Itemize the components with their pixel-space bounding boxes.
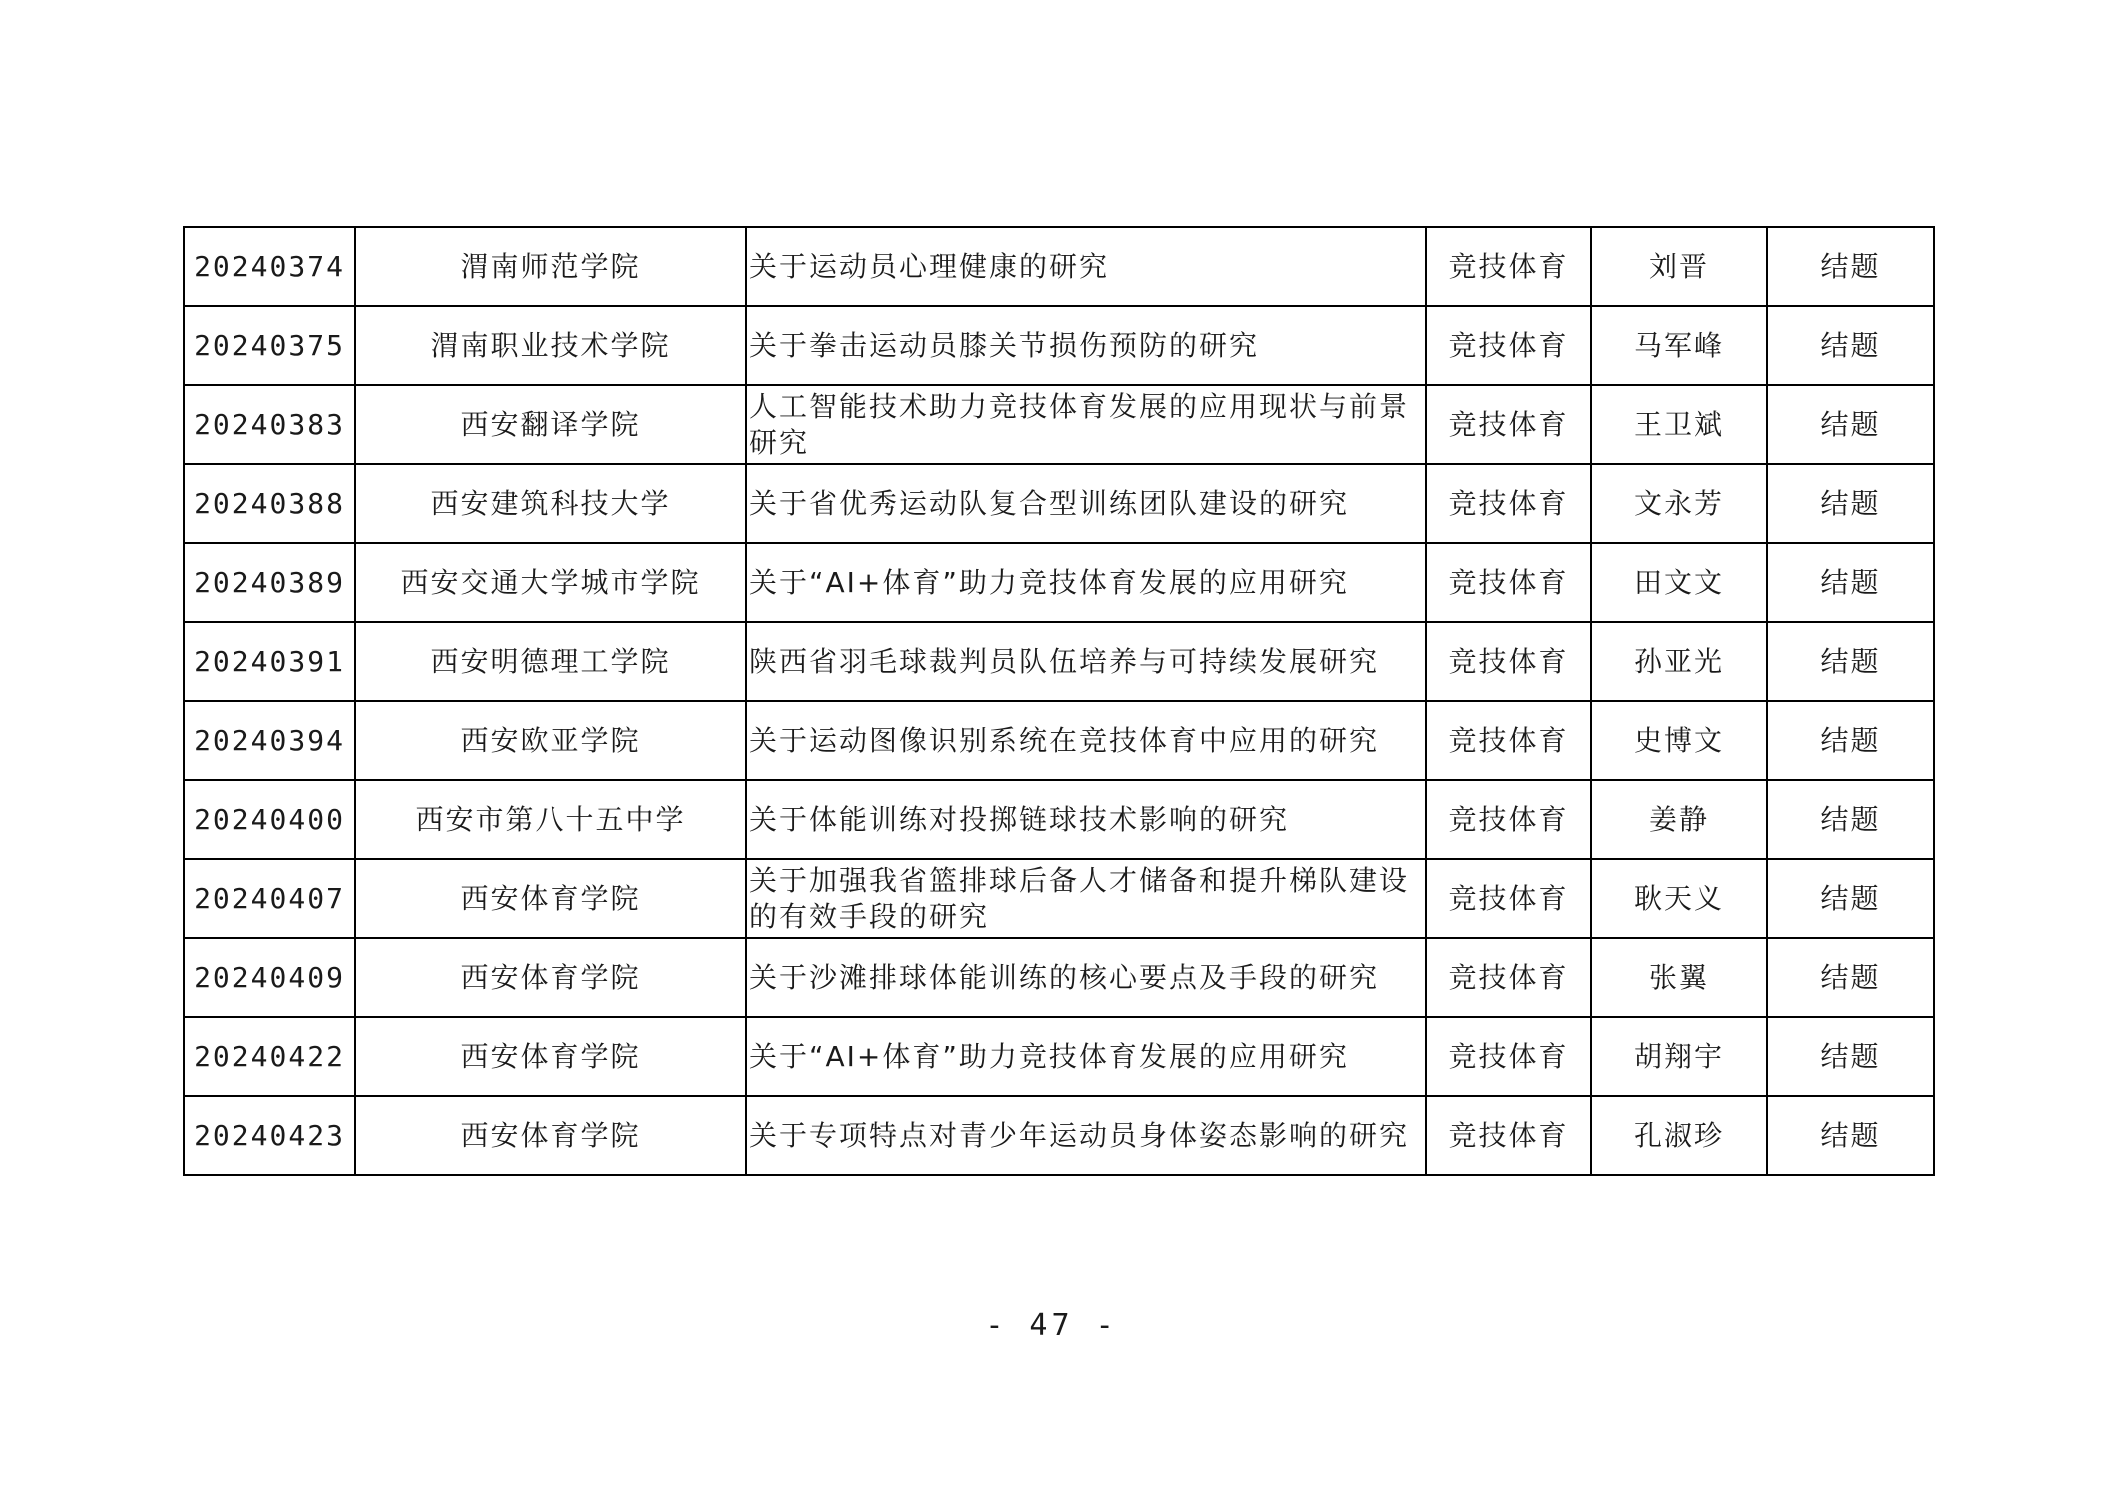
leader-cell: 孙亚光 [1591,622,1767,701]
category-cell: 竞技体育 [1426,938,1591,1017]
table-row [184,543,1934,622]
leader-cell: 田文文 [1591,543,1767,622]
unit-cell: 西安欧亚学院 [355,701,746,780]
table-row [184,701,1934,780]
table-row [184,1017,1934,1096]
unit-cell: 西安建筑科技大学 [355,464,746,543]
project-id-cell: 20240400 [184,780,355,859]
page-number: - 47 - [985,1308,1118,1343]
title-cell: 关于运动图像识别系统在竞技体育中应用的研究 [746,701,1426,780]
category-cell: 竞技体育 [1426,227,1591,306]
status-cell: 结题 [1767,1096,1934,1175]
unit-cell: 渭南职业技术学院 [355,306,746,385]
unit-cell: 西安市第八十五中学 [355,780,746,859]
leader-cell: 耿天义 [1591,859,1767,938]
leader-cell: 王卫斌 [1591,385,1767,464]
leader-cell: 孔淑珍 [1591,1096,1767,1175]
unit-cell: 西安翻译学院 [355,385,746,464]
unit-cell: 西安交通大学城市学院 [355,543,746,622]
project-table-body [184,227,1934,1175]
category-cell: 竞技体育 [1426,543,1591,622]
category-cell: 竞技体育 [1426,306,1591,385]
status-cell: 结题 [1767,306,1934,385]
status-cell: 结题 [1767,780,1934,859]
table-row [184,227,1934,306]
project-id-cell: 20240409 [184,938,355,1017]
leader-cell: 张翼 [1591,938,1767,1017]
title-cell: 陕西省羽毛球裁判员队伍培养与可持续发展研究 [746,622,1426,701]
project-id-cell: 20240375 [184,306,355,385]
table-row [184,780,1934,859]
title-cell: 关于运动员心理健康的研究 [746,227,1426,306]
title-cell: 人工智能技术助力竞技体育发展的应用现状与前景研究 [746,385,1426,464]
project-id-cell: 20240423 [184,1096,355,1175]
status-cell: 结题 [1767,385,1934,464]
category-cell: 竞技体育 [1426,859,1591,938]
leader-cell: 马军峰 [1591,306,1767,385]
project-id-cell: 20240407 [184,859,355,938]
project-id-cell: 20240388 [184,464,355,543]
title-cell: 关于专项特点对青少年运动员身体姿态影响的研究 [746,1096,1426,1175]
project-id-cell: 20240391 [184,622,355,701]
title-cell: 关于沙滩排球体能训练的核心要点及手段的研究 [746,938,1426,1017]
unit-cell: 西安明德理工学院 [355,622,746,701]
category-cell: 竞技体育 [1426,1096,1591,1175]
category-cell: 竞技体育 [1426,464,1591,543]
table-row [184,938,1934,1017]
status-cell: 结题 [1767,543,1934,622]
table-row [184,1096,1934,1175]
project-table [183,226,1935,1176]
leader-cell: 刘晋 [1591,227,1767,306]
project-id-cell: 20240422 [184,1017,355,1096]
project-id-cell: 20240389 [184,543,355,622]
unit-cell: 西安体育学院 [355,938,746,1017]
category-cell: 竞技体育 [1426,1017,1591,1096]
unit-cell: 西安体育学院 [355,859,746,938]
status-cell: 结题 [1767,938,1934,1017]
category-cell: 竞技体育 [1426,622,1591,701]
leader-cell: 姜静 [1591,780,1767,859]
title-cell: 关于“AI+体育”助力竞技体育发展的应用研究 [746,1017,1426,1096]
unit-cell: 渭南师范学院 [355,227,746,306]
table-row [184,859,1934,938]
leader-cell: 史博文 [1591,701,1767,780]
leader-cell: 胡翔宇 [1591,1017,1767,1096]
project-id-cell: 20240374 [184,227,355,306]
status-cell: 结题 [1767,464,1934,543]
table-row [184,464,1934,543]
table-row [184,622,1934,701]
status-cell: 结题 [1767,227,1934,306]
status-cell: 结题 [1767,701,1934,780]
title-cell: 关于体能训练对投掷链球技术影响的研究 [746,780,1426,859]
status-cell: 结题 [1767,859,1934,938]
category-cell: 竞技体育 [1426,780,1591,859]
title-cell: 关于拳击运动员膝关节损伤预防的研究 [746,306,1426,385]
project-id-cell: 20240394 [184,701,355,780]
category-cell: 竞技体育 [1426,701,1591,780]
leader-cell: 文永芳 [1591,464,1767,543]
unit-cell: 西安体育学院 [355,1096,746,1175]
table-row [184,385,1934,464]
title-cell: 关于“AI+体育”助力竞技体育发展的应用研究 [746,543,1426,622]
project-id-cell: 20240383 [184,385,355,464]
unit-cell: 西安体育学院 [355,1017,746,1096]
status-cell: 结题 [1767,1017,1934,1096]
status-cell: 结题 [1767,622,1934,701]
title-cell: 关于省优秀运动队复合型训练团队建设的研究 [746,464,1426,543]
table-row [184,306,1934,385]
title-cell: 关于加强我省篮排球后备人才储备和提升梯队建设的有效手段的研究 [746,859,1426,938]
category-cell: 竞技体育 [1426,385,1591,464]
